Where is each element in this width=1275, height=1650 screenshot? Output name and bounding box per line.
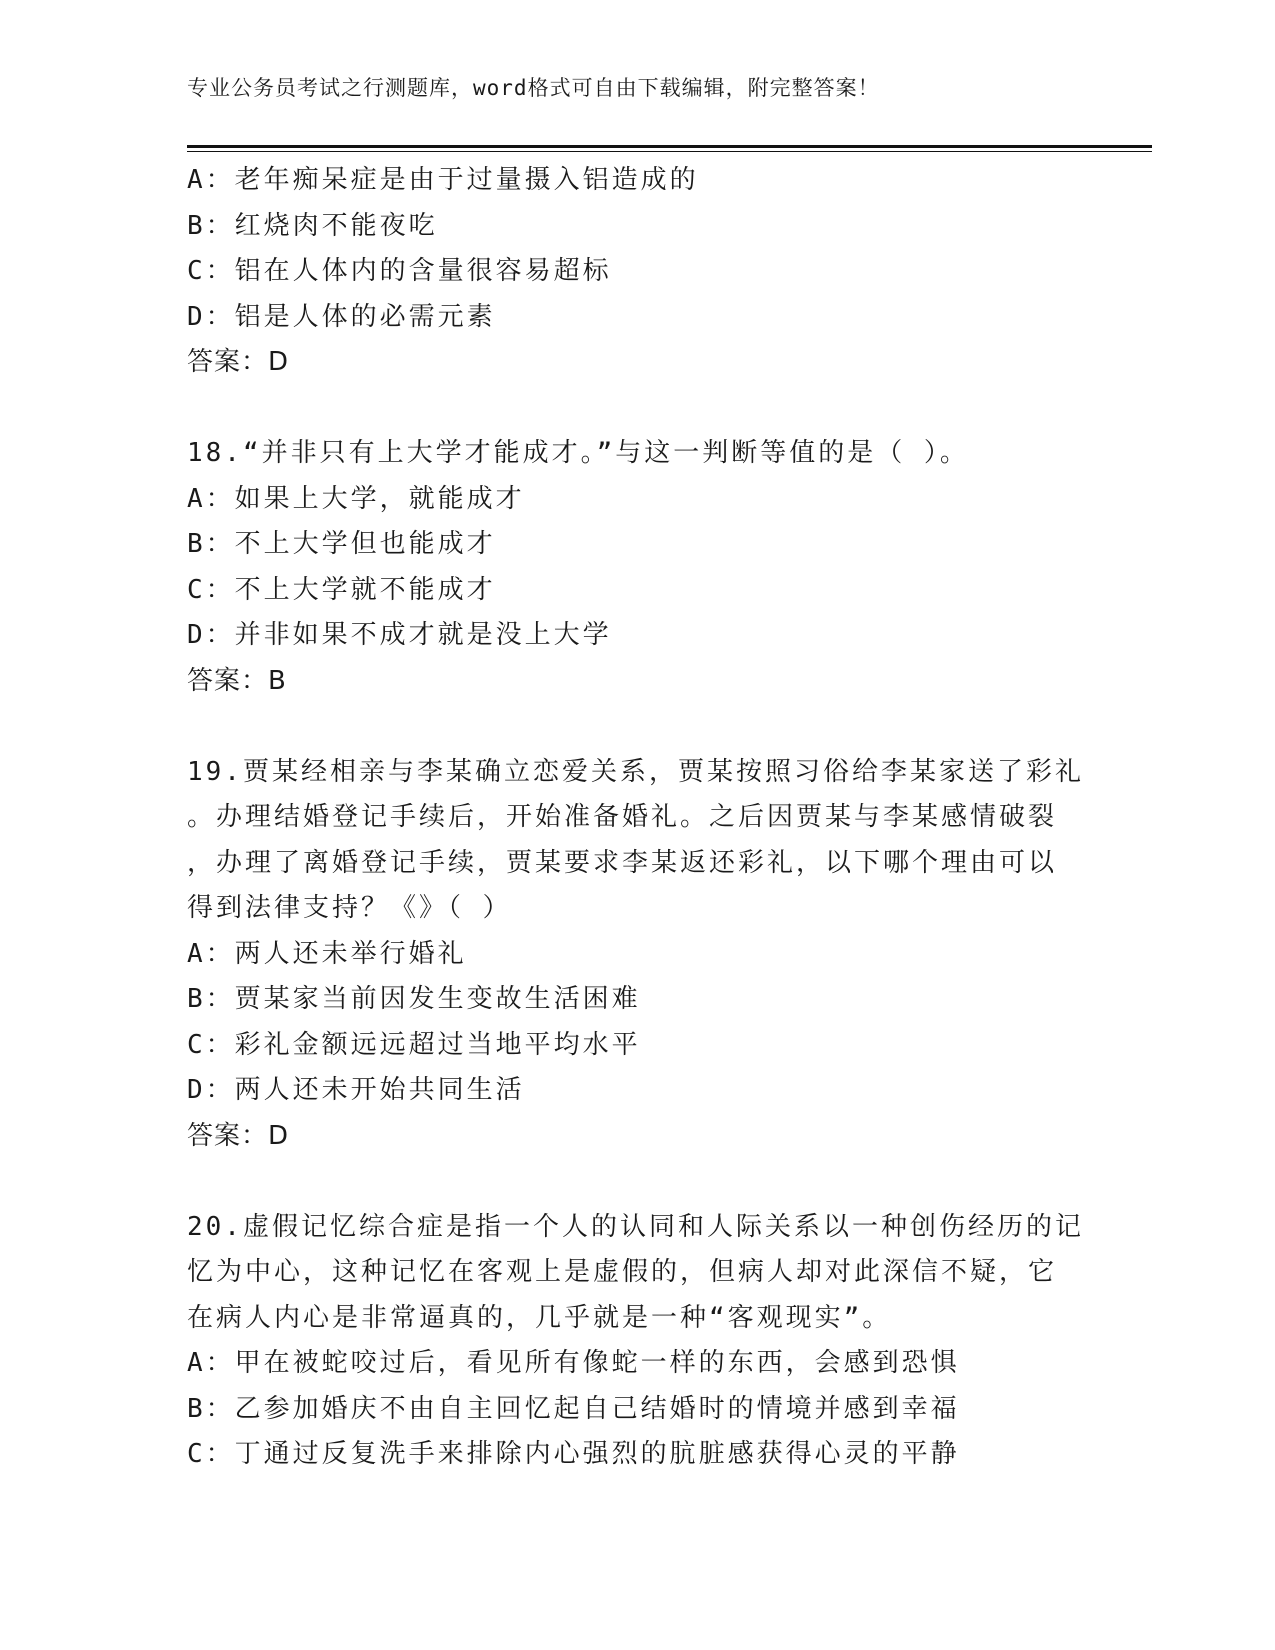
header-rule-thin <box>187 151 1152 152</box>
option-a: A：老年痴呆症是由于过量摄入铝造成的 <box>187 165 699 195</box>
option-d: D：两人还未开始共同生活 <box>187 1075 525 1105</box>
spacer <box>187 1159 1087 1205</box>
answer: 答案：D <box>187 347 290 377</box>
question-content <box>187 158 1087 1478</box>
option-b: B：贾某家当前因发生变故生活困难 <box>187 984 641 1014</box>
question-stem-line: 。办理结婚登记手续后，开始准备婚礼。之后因贾某与李某感情破裂 <box>187 802 1058 832</box>
option-c: C：铝在人体内的含量很容易超标 <box>187 256 612 286</box>
option-c: C：不上大学就不能成才 <box>187 574 496 605</box>
page-header: 专业公务员考试之行测题库，word格式可自由下载编辑，附完整答案！ <box>187 76 880 100</box>
question-stem-line: 19.贾某经相亲与李某确立恋爱关系，贾某按照习俗给李某家送了彩礼 <box>187 756 1084 787</box>
question-18 <box>187 431 1087 704</box>
question-stem-line: ，办理了离婚登记手续，贾某要求李某返还彩礼，以下哪个理由可以 <box>187 847 1058 878</box>
question-20 <box>187 1205 1087 1478</box>
option-c: C：丁通过反复洗手来排除内心强烈的肮脏感获得心灵的平静 <box>187 1439 960 1469</box>
question-17 <box>187 158 1087 386</box>
spacer <box>187 704 1087 750</box>
option-b: B：乙参加婚庆不由自主回忆起自己结婚时的情境并感到幸福 <box>187 1393 960 1424</box>
spacer <box>187 386 1087 432</box>
question-19 <box>187 750 1087 1160</box>
option-a: A：两人还未举行婚礼 <box>187 938 467 969</box>
header-rule-thick <box>187 145 1152 148</box>
question-stem-line: 20.虚假记忆综合症是指一个人的认同和人际关系以一种创伤经历的记 <box>187 1211 1084 1242</box>
option-a: A：甲在被蛇咬过后，看见所有像蛇一样的东西，会感到恐惧 <box>187 1348 960 1378</box>
option-a: A：如果上大学，就能成才 <box>187 483 525 514</box>
question-stem-line: 忆为中心，这种记忆在客观上是虚假的，但病人却对此深信不疑，它 <box>187 1257 1058 1287</box>
answer: 答案：B <box>187 665 287 696</box>
option-b: B：红烧肉不能夜吃 <box>187 210 438 241</box>
option-b: B：不上大学但也能成才 <box>187 529 496 559</box>
question-stem-line: 得到法律支持？《》（ ） <box>187 893 512 923</box>
answer: 答案：D <box>187 1120 290 1151</box>
option-c: C：彩礼金额远远超过当地平均水平 <box>187 1029 641 1060</box>
option-d: D：并非如果不成才就是没上大学 <box>187 620 612 650</box>
question-stem-line: 在病人内心是非常逼真的，几乎就是一种“客观现实”。 <box>187 1302 892 1333</box>
question-stem: 18.“并非只有上大学才能成才。”与这一判断等值的是（ ）。 <box>187 438 969 468</box>
option-d: D：铝是人体的必需元素 <box>187 301 496 332</box>
